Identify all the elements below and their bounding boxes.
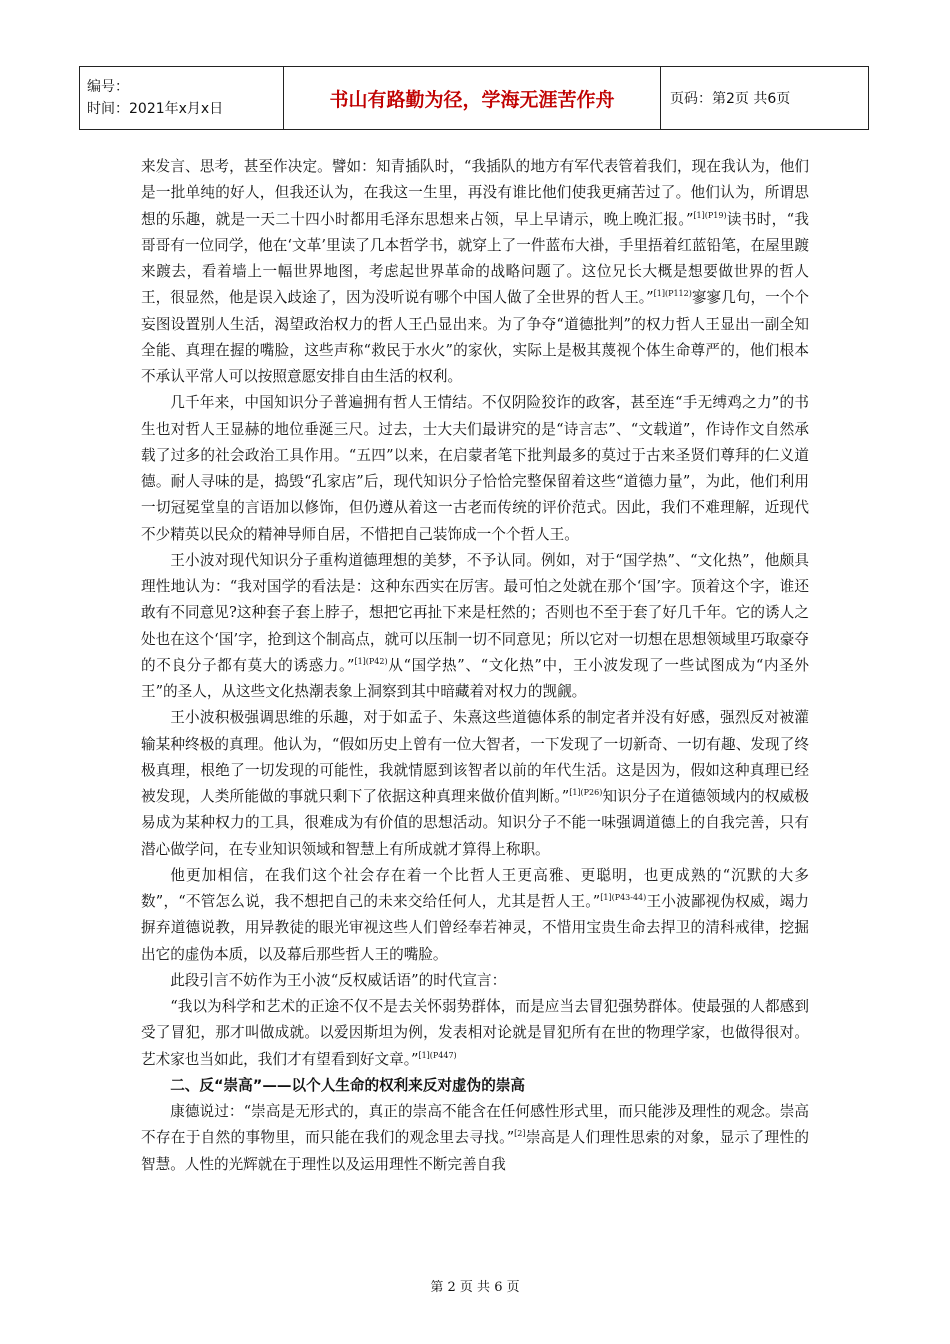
document-number-label: 编号： <box>87 79 129 95</box>
text-run: 知识分子在道德领域内的权威极易成为某种权力的工具，很难成为有价值的思想活动。知识分子不能一味强调道德上的自我完善，只有潜心做学问，在专业知识领域和智慧上有所成就才算得上称职。 <box>141 788 809 858</box>
text-run: 他更加相信，在我们这个社会存在着一个比哲人王更高雅、更聪明，也更成熟的“沉默的大多数”，“不管怎么说，我不想把自己的未来交给任何人，尤其是哲人王。” <box>141 866 809 910</box>
header-table <box>79 66 869 130</box>
text-run: 王小波鄙视伪权威，竭力摒弃道德说教，用异教徒的眼光审视这些人们曾经奉若神灵，不惜用宝贵生命去捍卫的清科戒律，挖掘出它的虚伪本质，以及幕后那些哲人王的嘴脸。 <box>141 893 809 963</box>
header-page-label: 页码：第2页 共6页 <box>661 67 869 130</box>
text-run: 王小波对现代知识分子重构道德理想的美梦，不予认同。例如，对于“国学热”、“文化热”，他颇具理性地认为：“我对国学的看法是：这种东西实在厉害。最可怕之处就在那个‘国’字。顶着这个字，谁还敢有不同意见?这种套子套上脖子，想把它再扯下来是枉然的；否则也不至于套了好几千年。它的诱人之处也在这个‘国’字，抢到这个制高点，就可以压制一切不同意见；所以它对一切想在思想领域里巧取豪夺的不良分子都有莫大的诱惑力。” <box>141 551 809 674</box>
text-run: 来发言、思考，甚至作决定。譬如：知青插队时，“我插队的地方有军代表管着我们，现在我认为，他们是一批单纯的好人，但我还认为，在我这一生里，再没有谁比他们使我更痛苦过了。他们认为，所谓思想的乐趣，就是一天二十四小时都用毛泽东思想来占领，早上早请示，晚上晚汇报。” <box>141 158 809 228</box>
text-run: 寥寥几句，一个个妄图设置别人生活，渴望政治权力的哲人王凸显出来。为了争夺“道德批判”的权力哲人王显出一副全知全能、真理在握的嘴脸，这些声称“救民于水火”的家伙，实际上是极其蔑视个体生命尊严的，他们根本不承认平常人可以按照意愿安排自由生活的权利。 <box>141 289 809 385</box>
header-motto: 书山有路勤为径，学海无涯苦作舟 <box>284 67 661 130</box>
text-run: 王小波积极强调思维的乐趣，对于如孟子、朱熹这些道德体系的制定者并没有好感，强烈反对被灌输某种终极的真理。他认为，“假如历史上曾有一位大智者，一下发现了一切新奇、一切有趣、发现了终极真理，根绝了一切发现的可能性，我就情愿到该智者以前的年代生活。这是因为，假如这种真理已经被发现，人类所能做的事就只剩下了依据这种真理来做价值判断。” <box>141 709 809 805</box>
paragraph <box>141 154 809 390</box>
citation-marker: [1](P19) <box>693 210 727 220</box>
citation-marker: [1](P26) <box>569 788 603 798</box>
text-run: “我以为科学和艺术的正途不仅不是去关怀弱势群体，而是应当去冒犯强势群体。使最强的人都感到受了冒犯，那才叫做成就。以爱因斯坦为例，发表相对论就是冒犯所有在世的物理学家，也做得很对。艺术家也当如此，我们才有望看到好文章。” <box>141 998 809 1068</box>
page-footer: 第 2 页 共 6 页 <box>430 1280 520 1295</box>
citation-marker: [1](P112) <box>653 289 692 299</box>
header-meta-cell <box>80 67 284 130</box>
citation-marker: [1](P42) <box>354 656 388 666</box>
section-heading <box>141 1073 809 1099</box>
citation-marker: [1](P43-44) <box>600 893 647 903</box>
paragraph <box>141 994 809 1073</box>
paragraph <box>141 863 809 968</box>
document-body <box>141 154 809 1178</box>
citation-marker: [2] <box>514 1129 526 1139</box>
paragraph <box>141 968 809 994</box>
document-time-label: 时间：2021年x月x日 <box>87 101 224 117</box>
paragraph <box>141 1099 809 1178</box>
text-run: 二、反“崇高”——以个人生命的权利来反对虚伪的崇高 <box>170 1076 526 1094</box>
text-run: 从“国学热”、“文化热”中，王小波发现了一些试图成为“内圣外王”的圣人，从这些文化热潮表象上洞察到其中暗藏着对权力的觊觎。 <box>141 656 809 700</box>
paragraph <box>141 705 809 863</box>
text-run: 读书时，“我哥哥有一位同学，他在‘文革’里读了几本哲学书，就穿上了一件蓝布大褂，手里捂着红蓝铅笔，在屋里踱来踱去，看着墙上一幅世界地图，考虑起世界革命的战略问题了。这位兄长大概是想要做世界的哲人王，很显然，他是误入歧途了，因为没听说有哪个中国人做了全世界的哲人王。” <box>141 210 809 307</box>
paragraph <box>141 390 809 548</box>
text-run: 康德说过：“崇高是无形式的，真正的崇高不能含在任何感性形式里，而只能涉及理性的观念。崇高不存在于自然的事物里，而只能在我们的观念里去寻找。” <box>141 1103 809 1147</box>
text-run: 几千年来，中国知识分子普遍拥有哲人王情结。不仅阴险狡诈的政客，甚至连“手无缚鸡之力”的书生也对哲人王显赫的地位垂涎三尺。过去，士大夫们最讲究的是“诗言志”、“文载道”，作诗作文自然承载了过多的社会政治工具作用。“五四”以来，在启蒙者笔下批判最多的莫过于古来圣贤们尊拜的仁义道德。耐人寻味的是，捣毁“孔家店”后，现代知识分子恰恰完整保留着这些“道德力量”，为此，他们利用一切冠冕堂皇的言语加以修饰，但仍遵从着这一古老而传统的评价范式。因此，我们不难理解，近现代不少精英以民众的精神导师自居，不惜把自己装饰成一个个哲人王。 <box>141 394 809 543</box>
text-run: 此段引言不妨作为王小波“反权威话语”的时代宣言： <box>170 971 507 989</box>
paragraph <box>141 548 809 706</box>
text-run: 崇高是人们理性思索的对象，显示了理性的智慧。人性的光辉就在于理性以及运用理性不断完善自我 <box>141 1129 809 1173</box>
citation-marker: [1](P447) <box>418 1050 457 1060</box>
